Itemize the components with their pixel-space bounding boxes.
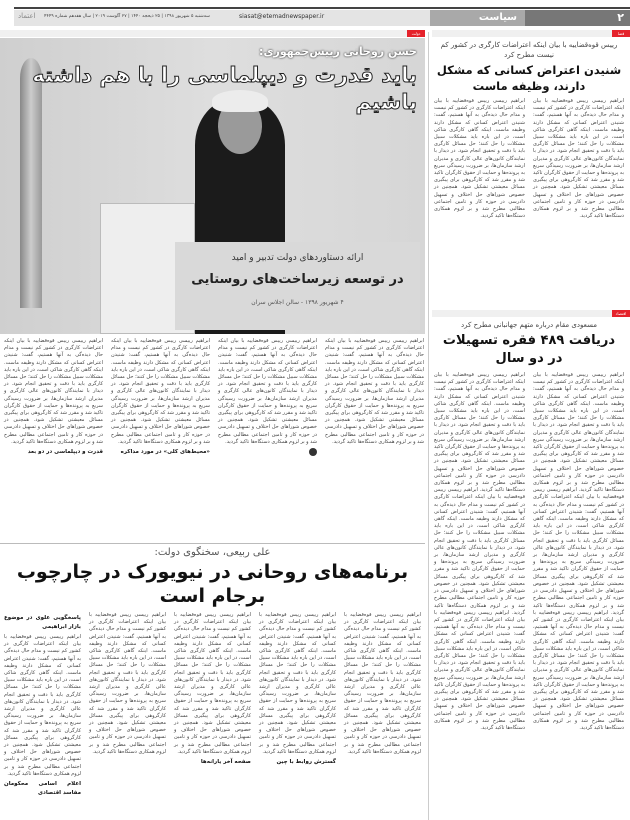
paragraph: ابراهیم رییسی رییس قوه‌قضاییه با بیان اینکه اعتراضات کارگری در کشور کم نیست و مدام حال دیده‌گی به آنها هستیم، گفت: شنیدن اعتراض کسانی که مشکل دارند وظیفه ماست. اینکه گاهی کارگری شاکی است، در این باره باید مشکلات سبیل مشکلات را حل کنند؛ حل مسائل کارگری باید با دقت و تحقیق انجام شود. در دیدار با نمایندگان کانون‌های عالی کارگری و مدیران ارشد سازمان‌ها، بر ضرورت رسیدگی سریع به پرونده‌ها و حمایت از حقوق کارگران تاکید شد و مقرر شد که کارگروهی برای پیگیری مسائل معیشتی تشکیل شود. همچنین در خصوص شوراهای حل اختلاف و تسهیل دادرسی در حوزه کار و تامین اجتماعی مطالبی مطرح شد و بر لزوم همکاری دستگاه‌ها تاکید گردید. (325, 338, 424, 445)
text-column (174, 612, 251, 800)
caption-line1: ارائه دستاوردهای دولت تدبیر و امید (231, 253, 364, 263)
text-column (434, 98, 525, 220)
subhead: پاسخگویی علوی در موضوع بازار ابراهیمی (4, 615, 81, 630)
bottom-kicker: علی ربیعی، سخنگوی دولت: (154, 547, 271, 558)
subhead: «محیط‌های کلی» در مورد مذاکره (120, 449, 210, 456)
text-column (111, 338, 210, 461)
page-header (14, 10, 630, 26)
right-bottom-headline[interactable]: دریافت ۴۸۹ فقره تسهیلات در دو سال (442, 333, 616, 366)
top-rule (14, 7, 630, 9)
paragraph: ابراهیم رییسی رییس قوه‌قضاییه با بیان اینکه اعتراضات کارگری در کشور کم نیست و مدام حال دیده‌گی به آنها هستیم، گفت: شنیدن اعتراض کسانی که مشکل دارند وظیفه ماست. اینکه گاهی کارگری شاکی است، در این باره باید مشکلات سبیل مشکلات را حل کنند؛ حل مسائل کارگری باید با دقت و تحقیق انجام شود. در دیدار با نمایندگان کانون‌های عالی کارگری و مدیران ارشد سازمان‌ها، بر ضرورت رسیدگی سریع به پرونده‌ها و حمایت از حقوق کارگران تاکید شد و مقرر شد که کارگروهی برای پیگیری مسائل معیشتی تشکیل شود. همچنین در خصوص شوراهای حل اختلاف و تسهیل دادرسی در حوزه کار و تامین اجتماعی مطالبی مطرح شد و بر لزوم همکاری دستگاه‌ها تاکید گردید. (344, 612, 421, 755)
paragraph: ابراهیم رییسی رییس قوه‌قضاییه با بیان اینکه اعتراضات کارگری در کشور کم نیست و مدام حال دیده‌گی به آنها هستیم، گفت: شنیدن اعتراض کسانی که مشکل دارند وظیفه ماست. اینکه گاهی کارگری شاکی است، در این باره باید مشکلات سبیل مشکلات را حل کنند؛ حل مسائل کارگری باید با دقت و تحقیق انجام شود. در دیدار با نمایندگان کانون‌های عالی کارگری و مدیران ارشد سازمان‌ها، بر ضرورت رسیدگی سریع به پرونده‌ها و حمایت از حقوق کارگران تاکید شد و مقرر شد که کارگروهی برای پیگیری مسائل معیشتی تشکیل شود. همچنین در خصوص شوراهای حل اختلاف و تسهیل دادرسی در حوزه کار و تامین اجتماعی مطالبی مطرح شد و بر لزوم همکاری دستگاه‌ها تاکید گردید. (218, 338, 317, 445)
logo: اعتماد (18, 12, 36, 20)
subhead: صفحه آخر یارانه‌ها (200, 759, 251, 766)
right-top-kicker: رییس قوه‌قضاییه با بیان اینکه اعتراضات کارگری در کشور کم نیست مطرح کرد (440, 41, 618, 59)
text-column (218, 338, 317, 461)
paragraph: ابراهیم رییسی رییس قوه‌قضاییه با بیان اینکه اعتراضات کارگری در کشور کم نیست و مدام حال دیده‌گی به آنها هستیم، گفت: شنیدن اعتراض کسانی که مشکل دارند وظیفه ماست. اینکه گاهی کارگری شاکی است، در این باره باید مشکلات سبیل مشکلات را حل کنند؛ حل مسائل کارگری باید با دقت و تحقیق انجام شود. در دیدار با نمایندگان کانون‌های عالی کارگری و مدیران ارشد سازمان‌ها، بر ضرورت رسیدگی سریع به پرونده‌ها و حمایت از حقوق کارگران تاکید شد و مقرر شد که کارگروهی برای پیگیری مسائل معیشتی تشکیل شود. همچنین در خصوص شوراهای حل اختلاف و تسهیل دادرسی در حوزه کار و تامین اجتماعی مطالبی مطرح شد و بر لزوم همکاری دستگاه‌ها تاکید گردید. (533, 98, 624, 220)
paragraph: ابراهیم رییسی رییس قوه‌قضاییه با بیان اینکه اعتراضات کارگری در کشور کم نیست و مدام حال دیده‌گی به آنها هستیم، گفت: شنیدن اعتراض کسانی که مشکل دارند وظیفه ماست. اینکه گاهی کارگری شاکی است، در این باره باید مشکلات سبیل مشکلات را حل کنند؛ حل مسائل کارگری باید با دقت و تحقیق انجام شود. در دیدار با نمایندگان کانون‌های عالی کارگری و مدیران ارشد سازمان‌ها، بر ضرورت رسیدگی سریع به پرونده‌ها و حمایت از حقوق کارگران تاکید شد و مقرر شد که کارگروهی برای پیگیری مسائل معیشتی تشکیل شود. همچنین در خصوص شوراهای حل اختلاف و تسهیل دادرسی در حوزه کار و تامین اجتماعی مطالبی مطرح شد و بر لزوم همکاری دستگاه‌ها تاکید گردید. (174, 612, 251, 755)
bottom-article-body (0, 612, 425, 800)
caption-line2: در توسعه زیرساخت‌های روستایی (191, 272, 404, 287)
paragraph: ابراهیم رییسی رییس قوه‌قضاییه با بیان اینکه اعتراضات کارگری در کشور کم نیست و مدام حال دیده‌گی به آنها هستیم، گفت: شنیدن اعتراض کسانی که مشکل دارند وظیفه ماست. اینکه گاهی کارگری شاکی است، در این باره باید مشکلات سبیل مشکلات را حل کنند؛ حل مسائل کارگری باید با دقت و تحقیق انجام شود. در دیدار با نمایندگان کانون‌های عالی کارگری و مدیران ارشد سازمان‌ها، بر ضرورت رسیدگی سریع به پرونده‌ها و حمایت از حقوق کارگران تاکید شد و مقرر شد که کارگروهی برای پیگیری مسائل معیشتی تشکیل شود. همچنین در خصوص شوراهای حل اختلاف و تسهیل دادرسی در حوزه کار و تامین اجتماعی مطالبی مطرح شد و بر لزوم همکاری دستگاه‌ها تاکید گردید. (434, 609, 525, 731)
section-title: سیاست (430, 10, 525, 26)
paragraph: ابراهیم رییسی رییس قوه‌قضاییه با بیان اینکه اعتراضات کارگری در کشور کم نیست و مدام حال دیده‌گی به آنها هستیم، گفت: شنیدن اعتراض کسانی که مشکل دارند وظیفه ماست. اینکه گاهی کارگری شاکی است، در این باره باید مشکلات سبیل مشکلات را حل کنند؛ حل مسائل کارگری باید با دقت و تحقیق انجام شود. در دیدار با نمایندگان کانون‌های عالی کارگری و مدیران ارشد سازمان‌ها، بر ضرورت رسیدگی سریع به پرونده‌ها و حمایت از حقوق کارگران تاکید شد و مقرر شد که کارگروهی برای پیگیری مسائل معیشتی تشکیل شود. همچنین در خصوص شوراهای حل اختلاف و تسهیل دادرسی در حوزه کار و تامین اجتماعی مطالبی مطرح شد و بر لزوم همکاری دستگاه‌ها تاکید گردید. (89, 612, 166, 755)
right-top-article (434, 40, 624, 220)
right-top-headline[interactable]: شنیدن اعتراض کسانی که مشکل دارند، وظیفه ماست (436, 63, 622, 93)
main-headline[interactable]: باید قدرت و دیپلماسی را با هم داشته باشیم (32, 63, 417, 114)
bullet-icon (309, 448, 317, 456)
right-bottom-body (434, 372, 624, 732)
main-tagbar (0, 30, 425, 37)
text-column (533, 98, 624, 220)
paragraph: ابراهیم رییسی رییس قوه‌قضاییه با بیان اینکه اعتراضات کارگری در کشور کم نیست و مدام حال دیده‌گی به آنها هستیم، گفت: شنیدن اعتراض کسانی که مشکل دارند وظیفه ماست. اینکه گاهی کارگری شاکی است، در این باره باید مشکلات سبیل مشکلات را حل کنند؛ حل مسائل کارگری باید با دقت و تحقیق انجام شود. در دیدار با نمایندگان کانون‌های عالی کارگری و مدیران ارشد سازمان‌ها، بر ضرورت رسیدگی سریع به پرونده‌ها و حمایت از حقوق کارگران تاکید شد و مقرر شد که کارگروهی برای پیگیری مسائل معیشتی تشکیل شود. همچنین در خصوص شوراهای حل اختلاف و تسهیل دادرسی در حوزه کار و تامین اجتماعی مطالبی مطرح شد و بر لزوم همکاری دستگاه‌ها تاکید گردید. (259, 612, 336, 755)
caption-line3: ۴ شهریور ۱۳۹۸ - سالن اجلاس سران (251, 299, 344, 306)
right-bottom-tagbar (432, 310, 630, 317)
paragraph: ابراهیم رییسی رییس قوه‌قضاییه با بیان اینکه اعتراضات کارگری در کشور کم نیست و مدام حال دیده‌گی به آنها هستیم، گفت: شنیدن اعتراض کسانی که مشکل دارند وظیفه ماست. اینکه گاهی کارگری شاکی است، در این باره باید مشکلات سبیل مشکلات را حل کنند؛ حل مسائل کارگری باید با دقت و تحقیق انجام شود. در دیدار با نمایندگان کانون‌های عالی کارگری و مدیران ارشد سازمان‌ها، بر ضرورت رسیدگی سریع به پرونده‌ها و حمایت از حقوق کارگران تاکید شد و مقرر شد که کارگروهی برای پیگیری مسائل معیشتی تشکیل شود. همچنین در خصوص شوراهای حل اختلاف و تسهیل دادرسی در حوزه کار و تامین اجتماعی مطالبی مطرح شد و بر لزوم همکاری دستگاه‌ها تاکید گردید. (533, 487, 624, 616)
dateline: سه‌شنبه ۵ شهریور ۱۳۹۸ | ۲۵ ذیحجه ۱۴۴۰ | ۲۷ آگوست ۲۰۱۹ | سال هفدهم شماره ۴۴۴۹ (44, 14, 210, 19)
text-column (4, 338, 103, 461)
column-divider (428, 32, 429, 820)
tag-economy: اقتصاد (612, 310, 630, 317)
paragraph: ابراهیم رییسی رییس قوه‌قضاییه با بیان اینکه اعتراضات کارگری در کشور کم نیست و مدام حال دیده‌گی به آنها هستیم، گفت: شنیدن اعتراض کسانی که مشکل دارند وظیفه ماست. اینکه گاهی کارگری شاکی است، در این باره باید مشکلات سبیل مشکلات را حل کنند؛ حل مسائل کارگری باید با دقت و تحقیق انجام شود. در دیدار با نمایندگان کانون‌های عالی کارگری و مدیران ارشد سازمان‌ها، بر ضرورت رسیدگی سریع به پرونده‌ها و حمایت از حقوق کارگران تاکید شد و مقرر شد که کارگروهی برای پیگیری مسائل معیشتی تشکیل شود. همچنین در خصوص شوراهای حل اختلاف و تسهیل دادرسی در حوزه کار و تامین اجتماعی مطالبی مطرح شد و بر لزوم همکاری دستگاه‌ها تاکید گردید. (434, 487, 525, 616)
paragraph: ابراهیم رییسی رییس قوه‌قضاییه با بیان اینکه اعتراضات کارگری در کشور کم نیست و مدام حال دیده‌گی به آنها هستیم، گفت: شنیدن اعتراض کسانی که مشکل دارند وظیفه ماست. اینکه گاهی کارگری شاکی است، در این باره باید مشکلات سبیل مشکلات را حل کنند؛ حل مسائل کارگری باید با دقت و تحقیق انجام شود. در دیدار با نمایندگان کانون‌های عالی کارگری و مدیران ارشد سازمان‌ها، بر ضرورت رسیدگی سریع به پرونده‌ها و حمایت از حقوق کارگران تاکید شد و مقرر شد که کارگروهی برای پیگیری مسائل معیشتی تشکیل شود. همچنین در خصوص شوراهای حل اختلاف و تسهیل دادرسی در حوزه کار و تامین اجتماعی مطالبی مطرح شد و بر لزوم همکاری دستگاه‌ها تاکید گردید. (434, 98, 525, 220)
right-top-body (434, 98, 624, 220)
email-link[interactable]: siasat@etemadnewspaper.ir (239, 13, 325, 20)
subhead: گسترش روابط با چین (276, 759, 336, 766)
text-column (4, 612, 81, 800)
subhead: اعلام اسامی محکومان مفاسد اقتصادی (4, 781, 81, 797)
text-column (434, 372, 525, 732)
tag-government: دولت (407, 30, 425, 37)
right-top-tagbar (432, 30, 630, 37)
right-bottom-article (434, 320, 624, 732)
right-bottom-kicker: مسعودی مقام درباره متهم جهانبانی مطرح کرد (461, 321, 597, 329)
paragraph: ابراهیم رییسی رییس قوه‌قضاییه با بیان اینکه اعتراضات کارگری در کشور کم نیست و مدام حال دیده‌گی به آنها هستیم، گفت: شنیدن اعتراض کسانی که مشکل دارند وظیفه ماست. اینکه گاهی کارگری شاکی است، در این باره باید مشکلات سبیل مشکلات را حل کنند؛ حل مسائل کارگری باید با دقت و تحقیق انجام شود. در دیدار با نمایندگان کانون‌های عالی کارگری و مدیران ارشد سازمان‌ها، بر ضرورت رسیدگی سریع به پرونده‌ها و حمایت از حقوق کارگران تاکید شد و مقرر شد که کارگروهی برای پیگیری مسائل معیشتی تشکیل شود. همچنین در خصوص شوراهای حل اختلاف و تسهیل دادرسی در حوزه کار و تامین اجتماعی مطالبی مطرح شد و بر لزوم همکاری دستگاه‌ها تاکید گردید. (434, 372, 525, 494)
paragraph: ابراهیم رییسی رییس قوه‌قضاییه با بیان اینکه اعتراضات کارگری در کشور کم نیست و مدام حال دیده‌گی به آنها هستیم، گفت: شنیدن اعتراض کسانی که مشکل دارند وظیفه ماست. اینکه گاهی کارگری شاکی است، در این باره باید مشکلات سبیل مشکلات را حل کنند؛ حل مسائل کارگری باید با دقت و تحقیق انجام شود. در دیدار با نمایندگان کانون‌های عالی کارگری و مدیران ارشد سازمان‌ها، بر ضرورت رسیدگی سریع به پرونده‌ها و حمایت از حقوق کارگران تاکید شد و مقرر شد که کارگروهی برای پیگیری مسائل معیشتی تشکیل شود. همچنین در خصوص شوراهای حل اختلاف و تسهیل دادرسی در حوزه کار و تامین اجتماعی مطالبی مطرح شد و بر لزوم همکاری دستگاه‌ها تاکید گردید. (533, 609, 624, 731)
paragraph: ابراهیم رییسی رییس قوه‌قضاییه با بیان اینکه اعتراضات کارگری در کشور کم نیست و مدام حال دیده‌گی به آنها هستیم، گفت: شنیدن اعتراض کسانی که مشکل دارند وظیفه ماست. اینکه گاهی کارگری شاکی است، در این باره باید مشکلات سبیل مشکلات را حل کنند؛ حل مسائل کارگری باید با دقت و تحقیق انجام شود. در دیدار با نمایندگان کانون‌های عالی کارگری و مدیران ارشد سازمان‌ها، بر ضرورت رسیدگی سریع به پرونده‌ها و حمایت از حقوق کارگران تاکید شد و مقرر شد که کارگروهی برای پیگیری مسائل معیشتی تشکیل شود. همچنین در خصوص شوراهای حل اختلاف و تسهیل دادرسی در حوزه کار و تامین اجتماعی مطالبی مطرح شد و بر لزوم همکاری دستگاه‌ها تاکید گردید. (4, 634, 81, 777)
bottom-article (0, 546, 425, 800)
subhead: قدرت و دیپلماسی در دو بعد (27, 449, 103, 456)
page-number: ۲ (525, 10, 630, 26)
main-kicker: حسن روحانی رییس‌جمهوری: (259, 45, 417, 58)
paragraph: ابراهیم رییسی رییس قوه‌قضاییه با بیان اینکه اعتراضات کارگری در کشور کم نیست و مدام حال دیده‌گی به آنها هستیم، گفت: شنیدن اعتراض کسانی که مشکل دارند وظیفه ماست. اینکه گاهی کارگری شاکی است، در این باره باید مشکلات سبیل مشکلات را حل کنند؛ حل مسائل کارگری باید با دقت و تحقیق انجام شود. در دیدار با نمایندگان کانون‌های عالی کارگری و مدیران ارشد سازمان‌ها، بر ضرورت رسیدگی سریع به پرونده‌ها و حمایت از حقوق کارگران تاکید شد و مقرر شد که کارگروهی برای پیگیری مسائل معیشتی تشکیل شود. همچنین در خصوص شوراهای حل اختلاف و تسهیل دادرسی در حوزه کار و تامین اجتماعی مطالبی مطرح شد و بر لزوم همکاری دستگاه‌ها تاکید گردید. (111, 338, 210, 445)
paragraph: ابراهیم رییسی رییس قوه‌قضاییه با بیان اینکه اعتراضات کارگری در کشور کم نیست و مدام حال دیده‌گی به آنها هستیم، گفت: شنیدن اعتراض کسانی که مشکل دارند وظیفه ماست. اینکه گاهی کارگری شاکی است، در این باره باید مشکلات سبیل مشکلات را حل کنند؛ حل مسائل کارگری باید با دقت و تحقیق انجام شود. در دیدار با نمایندگان کانون‌های عالی کارگری و مدیران ارشد سازمان‌ها، بر ضرورت رسیدگی سریع به پرونده‌ها و حمایت از حقوق کارگران تاکید شد و مقرر شد که کارگروهی برای پیگیری مسائل معیشتی تشکیل شود. همچنین در خصوص شوراهای حل اختلاف و تسهیل دادرسی در حوزه کار و تامین اجتماعی مطالبی مطرح شد و بر لزوم همکاری دستگاه‌ها تاکید گردید. (4, 338, 103, 445)
text-column (344, 612, 421, 800)
text-column (259, 612, 336, 800)
main-article-body (4, 338, 424, 461)
photo-caption (175, 242, 420, 330)
text-column (89, 612, 166, 800)
main-photo (0, 38, 425, 334)
bottom-headline[interactable]: برنامه‌های روحانی در نیویورک در چارچوب برجام است (16, 561, 409, 607)
text-column (325, 338, 424, 461)
text-column (533, 372, 624, 732)
paragraph: ابراهیم رییسی رییس قوه‌قضاییه با بیان اینکه اعتراضات کارگری در کشور کم نیست و مدام حال دیده‌گی به آنها هستیم، گفت: شنیدن اعتراض کسانی که مشکل دارند وظیفه ماست. اینکه گاهی کارگری شاکی است، در این باره باید مشکلات سبیل مشکلات را حل کنند؛ حل مسائل کارگری باید با دقت و تحقیق انجام شود. در دیدار با نمایندگان کانون‌های عالی کارگری و مدیران ارشد سازمان‌ها، بر ضرورت رسیدگی سریع به پرونده‌ها و حمایت از حقوق کارگران تاکید شد و مقرر شد که کارگروهی برای پیگیری مسائل معیشتی تشکیل شود. همچنین در خصوص شوراهای حل اختلاف و تسهیل دادرسی در حوزه کار و تامین اجتماعی مطالبی مطرح شد و بر لزوم همکاری دستگاه‌ها تاکید گردید. (533, 372, 624, 494)
tag-judiciary: قضا (612, 30, 630, 37)
divider (0, 543, 425, 544)
